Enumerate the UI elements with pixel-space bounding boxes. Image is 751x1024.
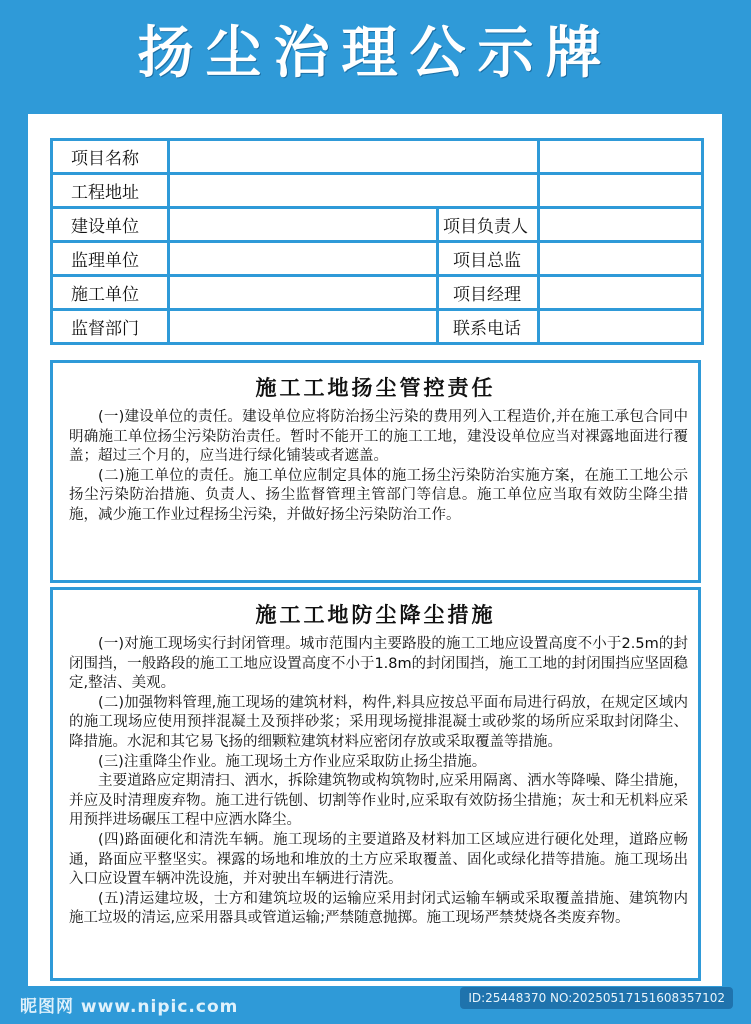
- paragraph: (五)清运建垃圾，士方和建筑垃圾的运输应采用封闭式运输车辆或采取覆盖措施、建筑物内施工垃圾的清运,应采用器具或管道运输;严禁随意抛掷。施工现场严禁焚烧各类废弃物。: [69, 890, 688, 927]
- table-row: [52, 140, 703, 174]
- table-row: [52, 276, 703, 310]
- table-row: [52, 310, 703, 344]
- value-contact-phone: [539, 310, 703, 344]
- label-construction-unit: 建设单位: [52, 208, 169, 242]
- label-project-address: 工程地址: [52, 174, 169, 208]
- paragraph: (二)施工单位的责任。施工单位应制定具体的施工扬尘污染防治实施方案，在施工工地公示扬尘污染防治措施、负责人、扬尘监督管理主管部门等信息。施工单位应当取有效防尘降尘措施，减少施工作业过程扬尘污染，并做好扬尘污染防治工作。: [69, 467, 688, 523]
- label-contractor-unit: 施工单位: [52, 276, 169, 310]
- section-title: 施工工地扬尘管控责任: [255, 376, 496, 400]
- page-title: 扬尘治理公示牌: [137, 20, 614, 86]
- label-project-name: 项目名称: [52, 140, 169, 174]
- value-project-leader: [539, 208, 703, 242]
- label-project-leader: 项目负责人: [438, 208, 539, 242]
- paragraph: (一)建设单位的责任。建设单位应将防治扬尘污染的费用列入工程造价,并在施工承包合同中明确施工单位扬尘污染防治责任。暂时不能开工的施工工地，建没设单位应当对裸露地面进行覆盖；超过三个月的，应当进行绿化铺装或者遮盖。: [69, 409, 688, 465]
- label-project-manager: 项目经理: [438, 276, 539, 310]
- value-project-manager: [539, 276, 703, 310]
- value-project-name: [169, 140, 539, 174]
- project-info-table: [50, 138, 704, 345]
- paragraph: (一)对施工现场实行封闭管理。城市范围内主要路股的施工工地应设置高度不小于2.5m的封闭围挡，一般路段的施工工地应设置高度不小于1.8m的封闭围挡，施工工地的封闭围挡应坚固稳定,整洁、美观。: [69, 636, 688, 692]
- value-contractor-unit: [169, 276, 438, 310]
- value-supervisory-dept: [169, 310, 438, 344]
- section-dust-responsibility: [50, 360, 701, 583]
- paragraph: (三)注重降尘作业。施工现场土方作业应采取防止扬尘措施。: [98, 753, 487, 770]
- paragraph: (二)加强物料管理,施工现场的建筑材料，构件,料具应按总平面布局进行码放，在规定区域内的施工现场应使用预拌混凝土及预拌砂浆；采用现场搅排混凝士或砂浆的场所应采取封闭降尘、降措施。水泥和其它易飞扬的细颗粒建筑材料应密闭存放或采取覆盖等措施。: [69, 694, 688, 750]
- watermark-site: 昵图网 www.nipic.com: [20, 997, 239, 1017]
- paragraph: (四)路面硬化和清洗车辆。施工现场的主要道路及材料加工区域应进行硬化处理，道路应畅通，路面应平整坚实。裸露的场地和堆放的土方应采取覆盖、固化或绿化措等措施。施工现场出入口应设置车辆冲洗设施，并对驶出车辆进行清洗。: [69, 831, 688, 888]
- paragraph: 主要道路应定期清扫、洒水，拆除建筑物或构筑物时,应采用隔离、洒水等降噪、降尘措施，并应及时清理废弃物。施工进行铣刨、切割等作业时,应采取有效防扬尘措施；灰士和无机料应采用预拌进场碾压工程中应洒水降尘。: [69, 773, 688, 829]
- section-dust-measures: [50, 587, 701, 981]
- value-extra: [539, 140, 703, 174]
- watermark-id: ID:25448370 NO:20250517151608357102: [460, 987, 733, 1009]
- label-chief-supervisor: 项目总监: [438, 242, 539, 276]
- table-row: [52, 208, 703, 242]
- label-contact-phone: 联系电话: [438, 310, 539, 344]
- value-chief-supervisor: [539, 242, 703, 276]
- value-project-address: [169, 174, 539, 208]
- section-title: 施工工地防尘降尘措施: [255, 603, 496, 627]
- value-construction-unit: [169, 208, 438, 242]
- table-row: [52, 174, 703, 208]
- value-extra: [539, 174, 703, 208]
- table-row: [52, 242, 703, 276]
- label-supervision-unit: 监理单位: [52, 242, 169, 276]
- label-supervisory-dept: 监督部门: [52, 310, 169, 344]
- value-supervision-unit: [169, 242, 438, 276]
